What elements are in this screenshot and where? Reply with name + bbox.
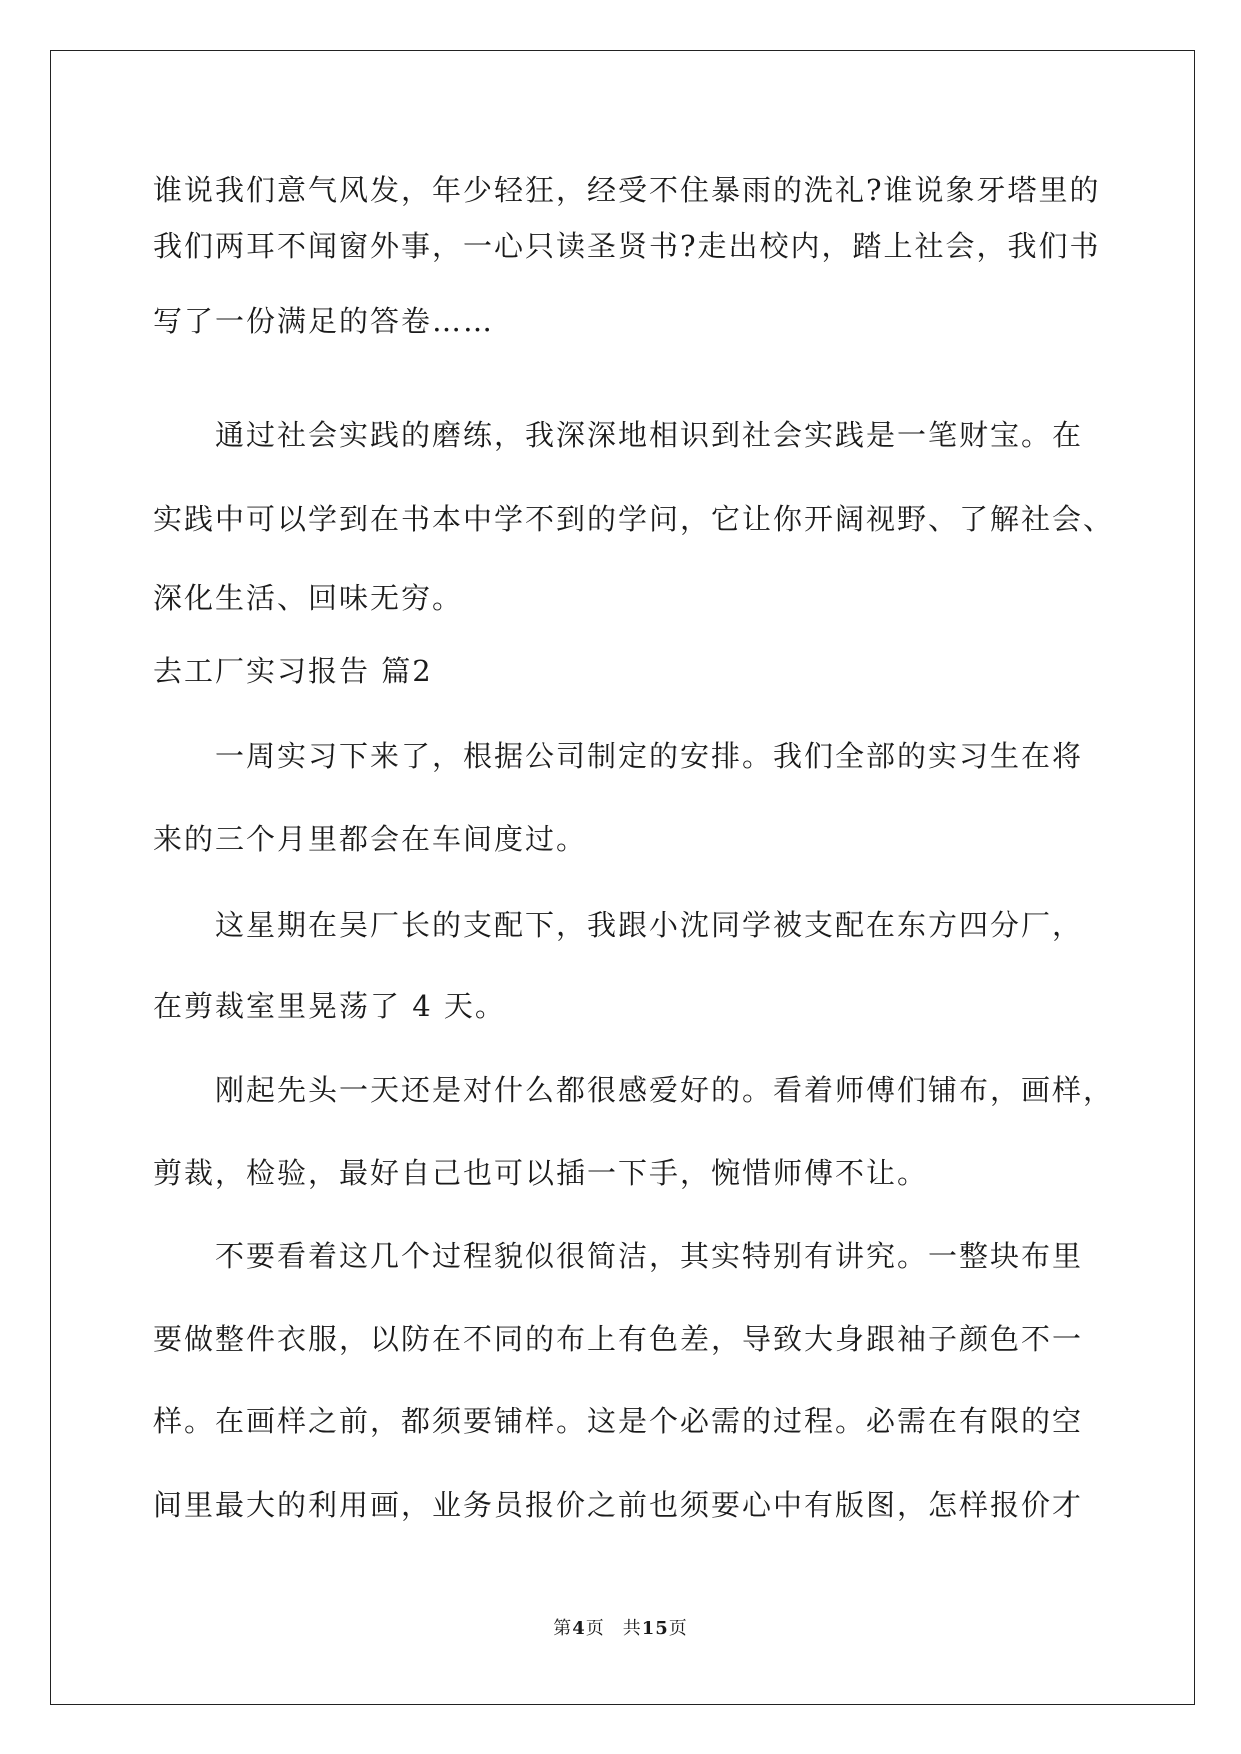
total-prefix: 共 <box>622 1618 642 1639</box>
page-suffix: 页 <box>585 1618 605 1639</box>
total-pages: 15 <box>641 1618 669 1639</box>
text-line: 这星期在吴厂长的支配下，我跟小沈同学被支配在东方四分厂， <box>215 908 1084 942</box>
text-line: 来的三个月里都会在车间度过。 <box>153 822 588 856</box>
text-line: 一周实习下来了，根据公司制定的安排。我们全部的实习生在将 <box>215 739 1084 773</box>
page-footer <box>0 1618 1241 1640</box>
text-line: 在剪裁室里晃荡了 4 天。 <box>153 989 506 1023</box>
text-line: 通过社会实践的磨练，我深深地相识到社会实践是一笔财宝。在 <box>215 418 1084 452</box>
text-line: 样。在画样之前，都须要铺样。这是个必需的过程。必需在有限的空 <box>153 1404 1084 1438</box>
text-line: 写了一份满足的答卷…… <box>153 304 495 338</box>
text-line: 不要看着这几个过程貌似很简洁，其实特别有讲究。一整块布里 <box>215 1239 1084 1273</box>
text-line: 刚起先头一天还是对什么都很感爱好的。看着师傅们铺布，画样， <box>215 1073 1115 1107</box>
total-suffix: 页 <box>668 1618 688 1639</box>
text-line: 谁说我们意气风发，年少轻狂，经受不住暴雨的洗礼?谁说象牙塔里的 <box>153 173 1101 207</box>
text-line: 实践中可以学到在书本中学不到的学问，它让你开阔视野、了解社会、 <box>153 502 1115 536</box>
text-line: 深化生活、回味无穷。 <box>153 581 464 615</box>
page-number: 4 <box>572 1618 586 1639</box>
text-line: 我们两耳不闻窗外事，一心只读圣贤书?走出校内，踏上社会，我们书 <box>153 229 1101 263</box>
section-heading: 去工厂实习报告 篇2 <box>153 654 433 688</box>
text-line: 间里最大的利用画，业务员报价之前也须要心中有版图，怎样报价才 <box>153 1488 1084 1522</box>
text-line: 剪裁，检验，最好自己也可以插一下手，惋惜师傅不让。 <box>153 1156 929 1190</box>
text-line: 要做整件衣服，以防在不同的布上有色差，导致大身跟袖子颜色不一 <box>153 1322 1084 1356</box>
page-prefix: 第 <box>553 1618 573 1639</box>
page-border <box>50 50 1195 1705</box>
